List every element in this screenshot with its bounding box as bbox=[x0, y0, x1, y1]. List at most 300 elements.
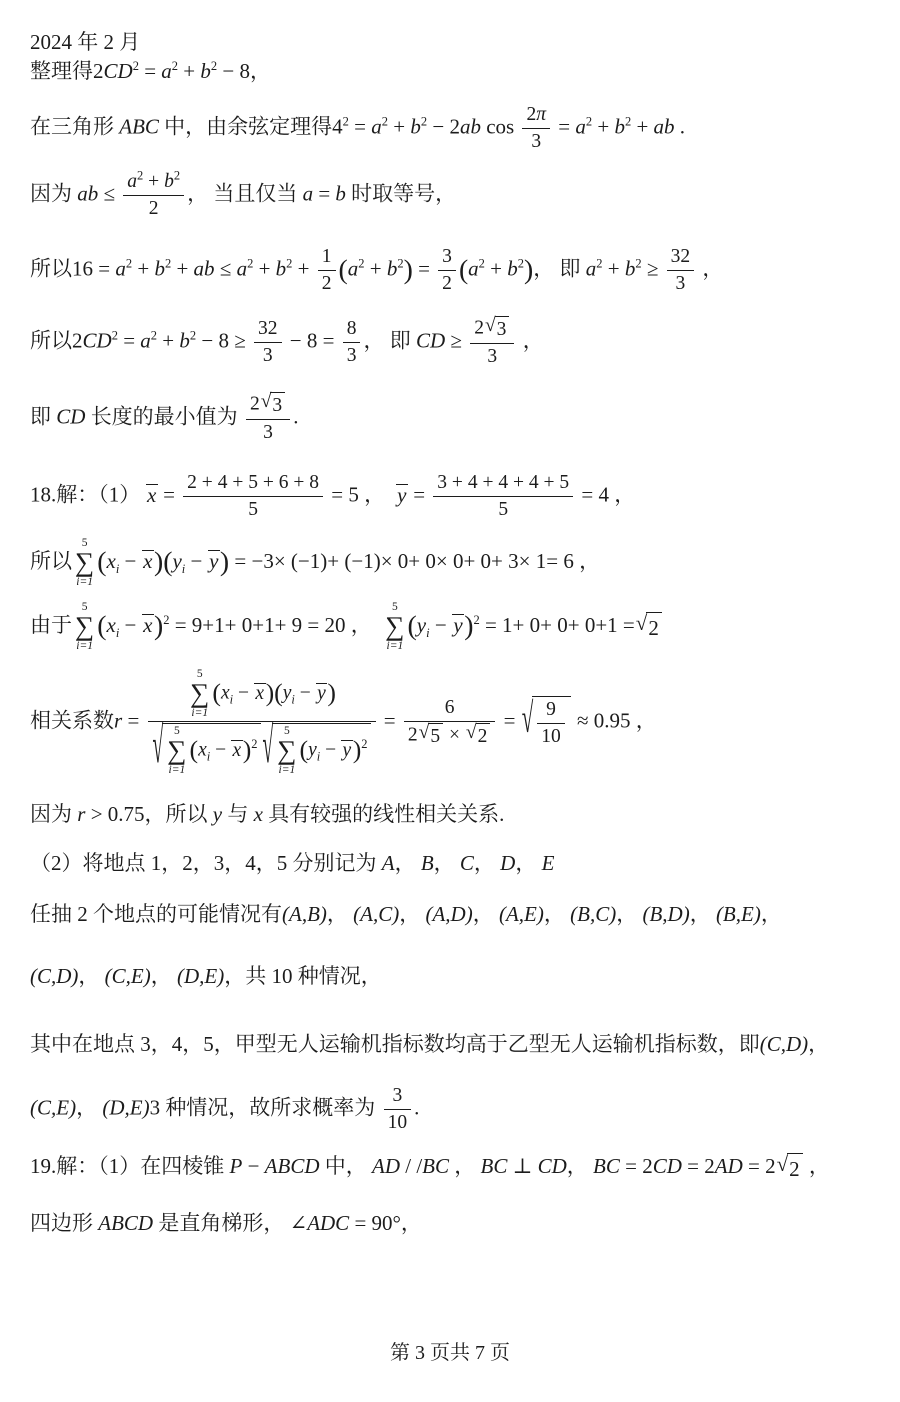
math-var: ABC bbox=[119, 114, 159, 139]
math-var: ADC bbox=[307, 1211, 350, 1235]
text-run: 所以16 = bbox=[30, 256, 116, 281]
paren: ( bbox=[299, 735, 309, 765]
math-var: (D,E) bbox=[102, 1095, 150, 1120]
superscript: 2 bbox=[173, 168, 181, 183]
radical-sign-icon: √ bbox=[776, 1152, 789, 1177]
radical-sign-icon: √ bbox=[635, 610, 648, 635]
denominator bbox=[123, 196, 184, 221]
text-run: = 4 ， bbox=[576, 482, 636, 507]
text-run: ， bbox=[150, 964, 177, 988]
text-run: ≈ 0.95 ， bbox=[571, 708, 657, 733]
text-run: ， 即 bbox=[533, 256, 586, 281]
math-var: b bbox=[275, 256, 287, 281]
math-var: (C,E) bbox=[104, 964, 151, 988]
radicand bbox=[272, 723, 370, 777]
paren: ) bbox=[352, 735, 362, 765]
text-run: = bbox=[117, 328, 141, 353]
text-run: = bbox=[348, 114, 372, 139]
text-run: + bbox=[602, 256, 625, 281]
text-run: ≥ bbox=[641, 256, 664, 281]
radical-sign-icon: √ bbox=[418, 722, 430, 744]
fraction bbox=[438, 245, 456, 297]
math-var: b bbox=[410, 114, 421, 139]
fraction bbox=[254, 317, 282, 369]
document-line-17 bbox=[30, 1084, 885, 1136]
denominator bbox=[384, 1110, 412, 1135]
sum-upper-limit: 5 bbox=[392, 601, 398, 613]
text-run: − bbox=[320, 739, 342, 761]
numerator bbox=[384, 1084, 412, 1110]
text-run: 2 bbox=[407, 724, 418, 746]
text-run: 所以2 bbox=[30, 328, 83, 353]
numerator bbox=[254, 317, 282, 343]
square-root bbox=[152, 720, 261, 777]
math-var: b bbox=[507, 256, 518, 281]
text-run: = 2 bbox=[742, 1154, 776, 1178]
fraction bbox=[148, 668, 376, 777]
math-var: AD bbox=[372, 1154, 400, 1178]
radical-sign-icon: √ bbox=[262, 720, 274, 776]
fraction bbox=[384, 1084, 412, 1136]
subscript: i bbox=[426, 626, 430, 641]
superscript: 2 bbox=[171, 59, 179, 73]
paren: ) bbox=[464, 609, 474, 641]
document-line-2 bbox=[30, 57, 885, 85]
text-run: ⊥ bbox=[507, 1154, 538, 1178]
sum-upper-limit: 5 bbox=[81, 537, 88, 549]
text-run: 2 bbox=[249, 393, 260, 415]
text-run: ， 即 bbox=[363, 328, 416, 353]
numerator bbox=[343, 317, 361, 343]
text-run: × bbox=[444, 724, 465, 746]
text-run: 32 bbox=[670, 246, 691, 267]
document-line-7 bbox=[30, 392, 885, 446]
document-line-18 bbox=[30, 1152, 885, 1183]
paren: ) bbox=[219, 545, 230, 577]
math-var: A bbox=[381, 851, 395, 875]
math-var: x bbox=[220, 682, 230, 704]
fraction bbox=[343, 317, 361, 369]
text-run: 时取等号， bbox=[345, 181, 457, 206]
denominator bbox=[254, 343, 282, 368]
text-run: = bbox=[313, 181, 336, 206]
text-run: 3 bbox=[675, 273, 686, 295]
sum-lower-limit: i=1 bbox=[168, 763, 186, 776]
radicand bbox=[428, 723, 443, 749]
text-run: 中， bbox=[319, 1154, 372, 1178]
radicand bbox=[476, 723, 491, 749]
math-var: b bbox=[154, 256, 165, 281]
text-run: 3 bbox=[263, 422, 273, 444]
fraction bbox=[404, 696, 496, 750]
text-run: = 2 bbox=[681, 1154, 715, 1178]
math-var: (D,E) bbox=[177, 964, 225, 988]
text-run: ， bbox=[517, 328, 544, 353]
text-run: . bbox=[674, 114, 686, 139]
text-run: / / bbox=[400, 1154, 423, 1178]
text-run: = bbox=[407, 482, 431, 507]
sigma-icon: ∑ bbox=[277, 735, 297, 766]
paren: ) bbox=[242, 735, 252, 765]
fraction bbox=[183, 471, 323, 523]
math-var: (B,E) bbox=[715, 902, 761, 926]
text-run: + bbox=[157, 328, 180, 353]
text-run: = 9+1+ 0+1+ 9 = 20 ， bbox=[169, 612, 383, 637]
superscript: 2 bbox=[478, 256, 485, 271]
text-run: 3 bbox=[392, 1085, 403, 1106]
fraction bbox=[123, 170, 184, 222]
text-run: 2 bbox=[321, 273, 332, 295]
text-run: ， bbox=[399, 902, 426, 926]
sum-upper-limit: 5 bbox=[81, 601, 88, 613]
text-run: − bbox=[294, 682, 316, 704]
text-run: 2024 年 2 月 bbox=[30, 30, 141, 54]
text-run: 因为 bbox=[30, 181, 78, 206]
math-var: (B,D) bbox=[642, 902, 690, 926]
text-run: 1 bbox=[321, 246, 332, 267]
overbar-var: x bbox=[232, 739, 242, 761]
text-run: 2 + 4 + 5 + 6 + 8 bbox=[187, 472, 320, 493]
document-line-12 bbox=[30, 800, 885, 828]
fraction bbox=[246, 392, 290, 446]
text-run: ， bbox=[76, 1095, 103, 1120]
denominator bbox=[148, 722, 376, 777]
text-run: 四边形 bbox=[30, 1211, 99, 1235]
math-var: π bbox=[536, 104, 546, 125]
text-run: > 0.75，所以 bbox=[85, 802, 213, 826]
square-root bbox=[485, 316, 509, 342]
document-line-10 bbox=[30, 601, 885, 653]
text-run: ， bbox=[394, 851, 421, 875]
superscript: 2 bbox=[247, 256, 254, 271]
document-line-15 bbox=[30, 962, 885, 990]
math-var: D bbox=[500, 851, 516, 875]
superscript: 2 bbox=[473, 612, 480, 627]
math-var: a bbox=[302, 181, 314, 206]
text-run: = bbox=[378, 708, 401, 733]
numerator bbox=[246, 392, 290, 420]
text-run: ≤ bbox=[98, 181, 121, 206]
superscript: 2 bbox=[189, 328, 197, 343]
text-run: ， bbox=[697, 256, 724, 281]
text-run: − 8， bbox=[217, 59, 271, 83]
document-line-11 bbox=[30, 668, 885, 777]
fraction bbox=[522, 103, 550, 155]
math-var: a bbox=[127, 171, 138, 192]
math-var: CD bbox=[82, 328, 112, 353]
text-run: − bbox=[233, 682, 254, 704]
math-var: y bbox=[212, 802, 223, 826]
math-var: a bbox=[468, 256, 479, 281]
denominator bbox=[404, 722, 496, 749]
numerator bbox=[404, 696, 496, 722]
subscript: i bbox=[181, 562, 186, 577]
page-footer: 第 3 页共 7 页 bbox=[390, 1342, 510, 1364]
document-line-3 bbox=[30, 103, 885, 155]
text-run: = 2 bbox=[619, 1154, 653, 1178]
superscript: 2 bbox=[585, 114, 593, 129]
numerator bbox=[522, 103, 550, 129]
text-run: = bbox=[553, 114, 576, 139]
text-run: 是直角梯形， ∠ bbox=[153, 1211, 308, 1235]
text-run: ， bbox=[543, 902, 571, 926]
text-run: 3 bbox=[496, 319, 507, 340]
sigma-icon: ∑ bbox=[75, 611, 95, 642]
subscript: i bbox=[115, 562, 120, 577]
sum-upper-limit: 5 bbox=[174, 725, 180, 738]
text-run: 10 bbox=[387, 1112, 408, 1134]
text-run: 3 bbox=[346, 345, 357, 367]
math-var: ABCD bbox=[98, 1211, 154, 1235]
text-run: ≤ bbox=[214, 256, 237, 281]
radicand bbox=[646, 612, 662, 642]
math-var: CD bbox=[103, 59, 133, 83]
sum-lower-limit: i=1 bbox=[76, 639, 93, 652]
denominator bbox=[470, 344, 514, 369]
text-run: 2 bbox=[474, 317, 484, 339]
math-var: b bbox=[624, 256, 636, 281]
text-run: = bbox=[412, 256, 436, 281]
text-run: + bbox=[143, 171, 165, 192]
text-run: 由于 bbox=[30, 612, 72, 637]
text-run: 10 bbox=[541, 726, 561, 748]
math-var: a bbox=[347, 256, 359, 281]
superscript: 2 bbox=[624, 114, 632, 129]
text-run: 2 bbox=[526, 104, 537, 125]
denominator bbox=[318, 271, 336, 296]
overbar-var: x bbox=[143, 548, 153, 573]
superscript: 2 bbox=[342, 114, 349, 129]
paren: ( bbox=[97, 545, 107, 577]
text-run: ， bbox=[472, 902, 499, 926]
paren: )( bbox=[153, 545, 173, 577]
summation bbox=[167, 725, 186, 777]
overbar-var: y bbox=[453, 612, 463, 637]
text-run: ， bbox=[78, 964, 105, 988]
denominator bbox=[522, 129, 550, 154]
math-var: AD bbox=[714, 1154, 743, 1178]
superscript: 2 bbox=[125, 256, 133, 271]
math-var: (A,C) bbox=[353, 902, 400, 926]
subscript: i bbox=[115, 626, 120, 641]
text-run: 5 bbox=[248, 499, 258, 521]
math-var: y bbox=[416, 612, 427, 637]
math-var: ab bbox=[653, 114, 675, 139]
superscript: 2 bbox=[397, 256, 404, 271]
text-run: − bbox=[119, 548, 142, 573]
text-run: 3 bbox=[531, 131, 542, 153]
radicand bbox=[270, 392, 285, 418]
math-var: ab bbox=[193, 256, 215, 281]
radicand bbox=[495, 316, 510, 342]
document-line-16 bbox=[30, 1030, 885, 1058]
denominator bbox=[537, 724, 565, 749]
text-run: = 5 ， bbox=[326, 482, 396, 507]
paren: ) bbox=[327, 678, 336, 708]
math-var: ABCD bbox=[264, 1154, 320, 1178]
text-run: 中，由余弦定理得4 bbox=[158, 114, 343, 139]
overbar-var: y bbox=[209, 548, 219, 573]
math-var: (C,D) bbox=[759, 1032, 809, 1056]
superscript: 2 bbox=[635, 256, 642, 271]
text-run: − bbox=[429, 612, 452, 637]
text-run: ≥ bbox=[445, 328, 468, 353]
math-var: E bbox=[541, 851, 555, 875]
math-var: (C,D) bbox=[30, 964, 79, 988]
text-run: 2 bbox=[789, 1157, 800, 1182]
radicand bbox=[787, 1153, 803, 1183]
text-run: 3 种情况，故所求概率为 bbox=[149, 1095, 381, 1120]
text-run: − bbox=[119, 612, 142, 637]
text-run: 与 bbox=[222, 802, 254, 826]
math-var: a bbox=[371, 114, 382, 139]
document-line-19 bbox=[30, 1209, 885, 1237]
subscript: i bbox=[291, 692, 295, 707]
text-run: 6 bbox=[444, 696, 455, 718]
text-run: 8 bbox=[346, 318, 357, 339]
fraction bbox=[433, 471, 573, 523]
text-run: + bbox=[171, 256, 194, 281]
text-run: 即 bbox=[30, 404, 57, 429]
text-run: = bbox=[498, 708, 521, 733]
numerator bbox=[123, 170, 184, 196]
text-run: （2）将地点 1，2，3，4，5 分别记为 bbox=[30, 851, 382, 875]
summation bbox=[277, 725, 296, 777]
denominator bbox=[667, 271, 695, 296]
superscript: 2 bbox=[132, 59, 139, 73]
subscript: i bbox=[316, 749, 321, 764]
overbar-var: x bbox=[255, 682, 265, 704]
document-line-13 bbox=[30, 849, 885, 877]
sum-upper-limit: 5 bbox=[196, 668, 203, 680]
document-line-8 bbox=[30, 471, 885, 523]
math-var: b bbox=[164, 171, 174, 192]
math-var: (A,E) bbox=[498, 902, 544, 926]
text-run: cos bbox=[480, 114, 520, 139]
numerator bbox=[183, 471, 323, 497]
text-run: 在三角形 bbox=[30, 114, 120, 139]
text-run: 具有较强的线性相关关系. bbox=[262, 802, 505, 826]
superscript: 2 bbox=[361, 737, 368, 752]
sum-lower-limit: i=1 bbox=[191, 706, 209, 719]
overbar-var: y bbox=[397, 482, 407, 507]
text-run: ， 当且仅当 bbox=[187, 181, 303, 206]
text-run: 其中在地点 3，4，5，甲型无人运输机指标数均高于乙型无人运输机指标数，即 bbox=[30, 1032, 760, 1056]
summation bbox=[385, 601, 404, 653]
paren: ( bbox=[212, 678, 221, 708]
math-var: CD bbox=[652, 1154, 682, 1178]
radical-sign-icon: √ bbox=[465, 722, 477, 744]
superscript: 2 bbox=[251, 737, 258, 752]
overbar-var: y bbox=[342, 739, 352, 761]
math-var: x bbox=[253, 802, 263, 826]
text-run: 3 bbox=[487, 346, 498, 368]
text-run: . bbox=[293, 404, 299, 429]
math-var: CD bbox=[56, 404, 86, 429]
math-var: b bbox=[200, 59, 211, 83]
radicand bbox=[162, 723, 260, 777]
sigma-icon: ∑ bbox=[385, 611, 405, 642]
paren: ) bbox=[403, 253, 413, 285]
sigma-icon: ∑ bbox=[75, 547, 95, 578]
document-line-5 bbox=[30, 245, 885, 297]
radical-sign-icon: √ bbox=[260, 391, 272, 412]
math-var: ab bbox=[459, 114, 481, 139]
square-root bbox=[521, 693, 571, 750]
sum-lower-limit: i=1 bbox=[76, 575, 93, 588]
text-run: 2 bbox=[477, 726, 488, 748]
text-run: − 2 bbox=[427, 114, 460, 139]
math-var: x bbox=[198, 739, 207, 761]
fraction bbox=[537, 698, 565, 750]
square-root bbox=[419, 723, 443, 749]
text-run: ， bbox=[326, 902, 354, 926]
math-var: (A,D) bbox=[425, 902, 473, 926]
superscript: 2 bbox=[286, 256, 293, 271]
text-run: 2 bbox=[148, 198, 159, 220]
superscript: 2 bbox=[517, 256, 525, 271]
paren: ) bbox=[524, 253, 534, 285]
sigma-icon: ∑ bbox=[190, 678, 210, 709]
subscript: i bbox=[229, 692, 234, 707]
numerator bbox=[318, 245, 336, 271]
denominator bbox=[183, 497, 323, 522]
math-var: a bbox=[575, 114, 586, 139]
denominator bbox=[438, 271, 456, 296]
text-run: 3 bbox=[262, 345, 273, 367]
math-var: a bbox=[236, 256, 248, 281]
text-run: + bbox=[253, 256, 276, 281]
subscript: i bbox=[206, 749, 211, 764]
overbar-var: x bbox=[147, 482, 157, 507]
summation bbox=[75, 537, 94, 589]
superscript: 2 bbox=[137, 168, 144, 183]
numerator bbox=[148, 668, 376, 722]
math-var: a bbox=[140, 328, 151, 353]
math-var: BC bbox=[593, 1154, 620, 1178]
text-run: ， bbox=[473, 851, 501, 875]
superscript: 2 bbox=[111, 328, 118, 343]
superscript: 2 bbox=[210, 59, 218, 73]
text-run: + bbox=[592, 114, 615, 139]
overbar-var: x bbox=[143, 612, 153, 637]
math-var: CD bbox=[415, 328, 446, 353]
text-run: 2 bbox=[648, 615, 659, 640]
paren: ) bbox=[153, 609, 164, 641]
paren: )( bbox=[265, 678, 283, 708]
math-var: C bbox=[459, 851, 474, 875]
math-var: a bbox=[161, 59, 172, 83]
text-run: 任抽 2 个地点的可能情况有 bbox=[30, 902, 282, 926]
math-var: (C,E) bbox=[30, 1095, 77, 1120]
radical-sign-icon: √ bbox=[521, 693, 534, 742]
paren: ( bbox=[407, 609, 417, 641]
math-var: a bbox=[115, 256, 126, 281]
text-run: = −3× (−1)+ (−1)× 0+ 0× 0+ 0+ 3× 1= 6 ， bbox=[229, 548, 601, 573]
math-var: b bbox=[386, 256, 398, 281]
text-run: ， bbox=[689, 902, 716, 926]
text-run: + bbox=[292, 256, 315, 281]
math-var: x bbox=[106, 548, 116, 573]
numerator bbox=[438, 245, 456, 271]
text-run: 3 + 4 + 4 + 4 + 5 bbox=[437, 472, 570, 493]
text-run: 18.解：（1） bbox=[30, 482, 146, 507]
text-run: 5 bbox=[498, 499, 509, 521]
sum-lower-limit: i=1 bbox=[278, 763, 296, 776]
text-run: + bbox=[631, 114, 654, 139]
text-run: 19.解：（1）在四棱锥 bbox=[30, 1154, 230, 1178]
text-run: ， bbox=[515, 851, 542, 875]
